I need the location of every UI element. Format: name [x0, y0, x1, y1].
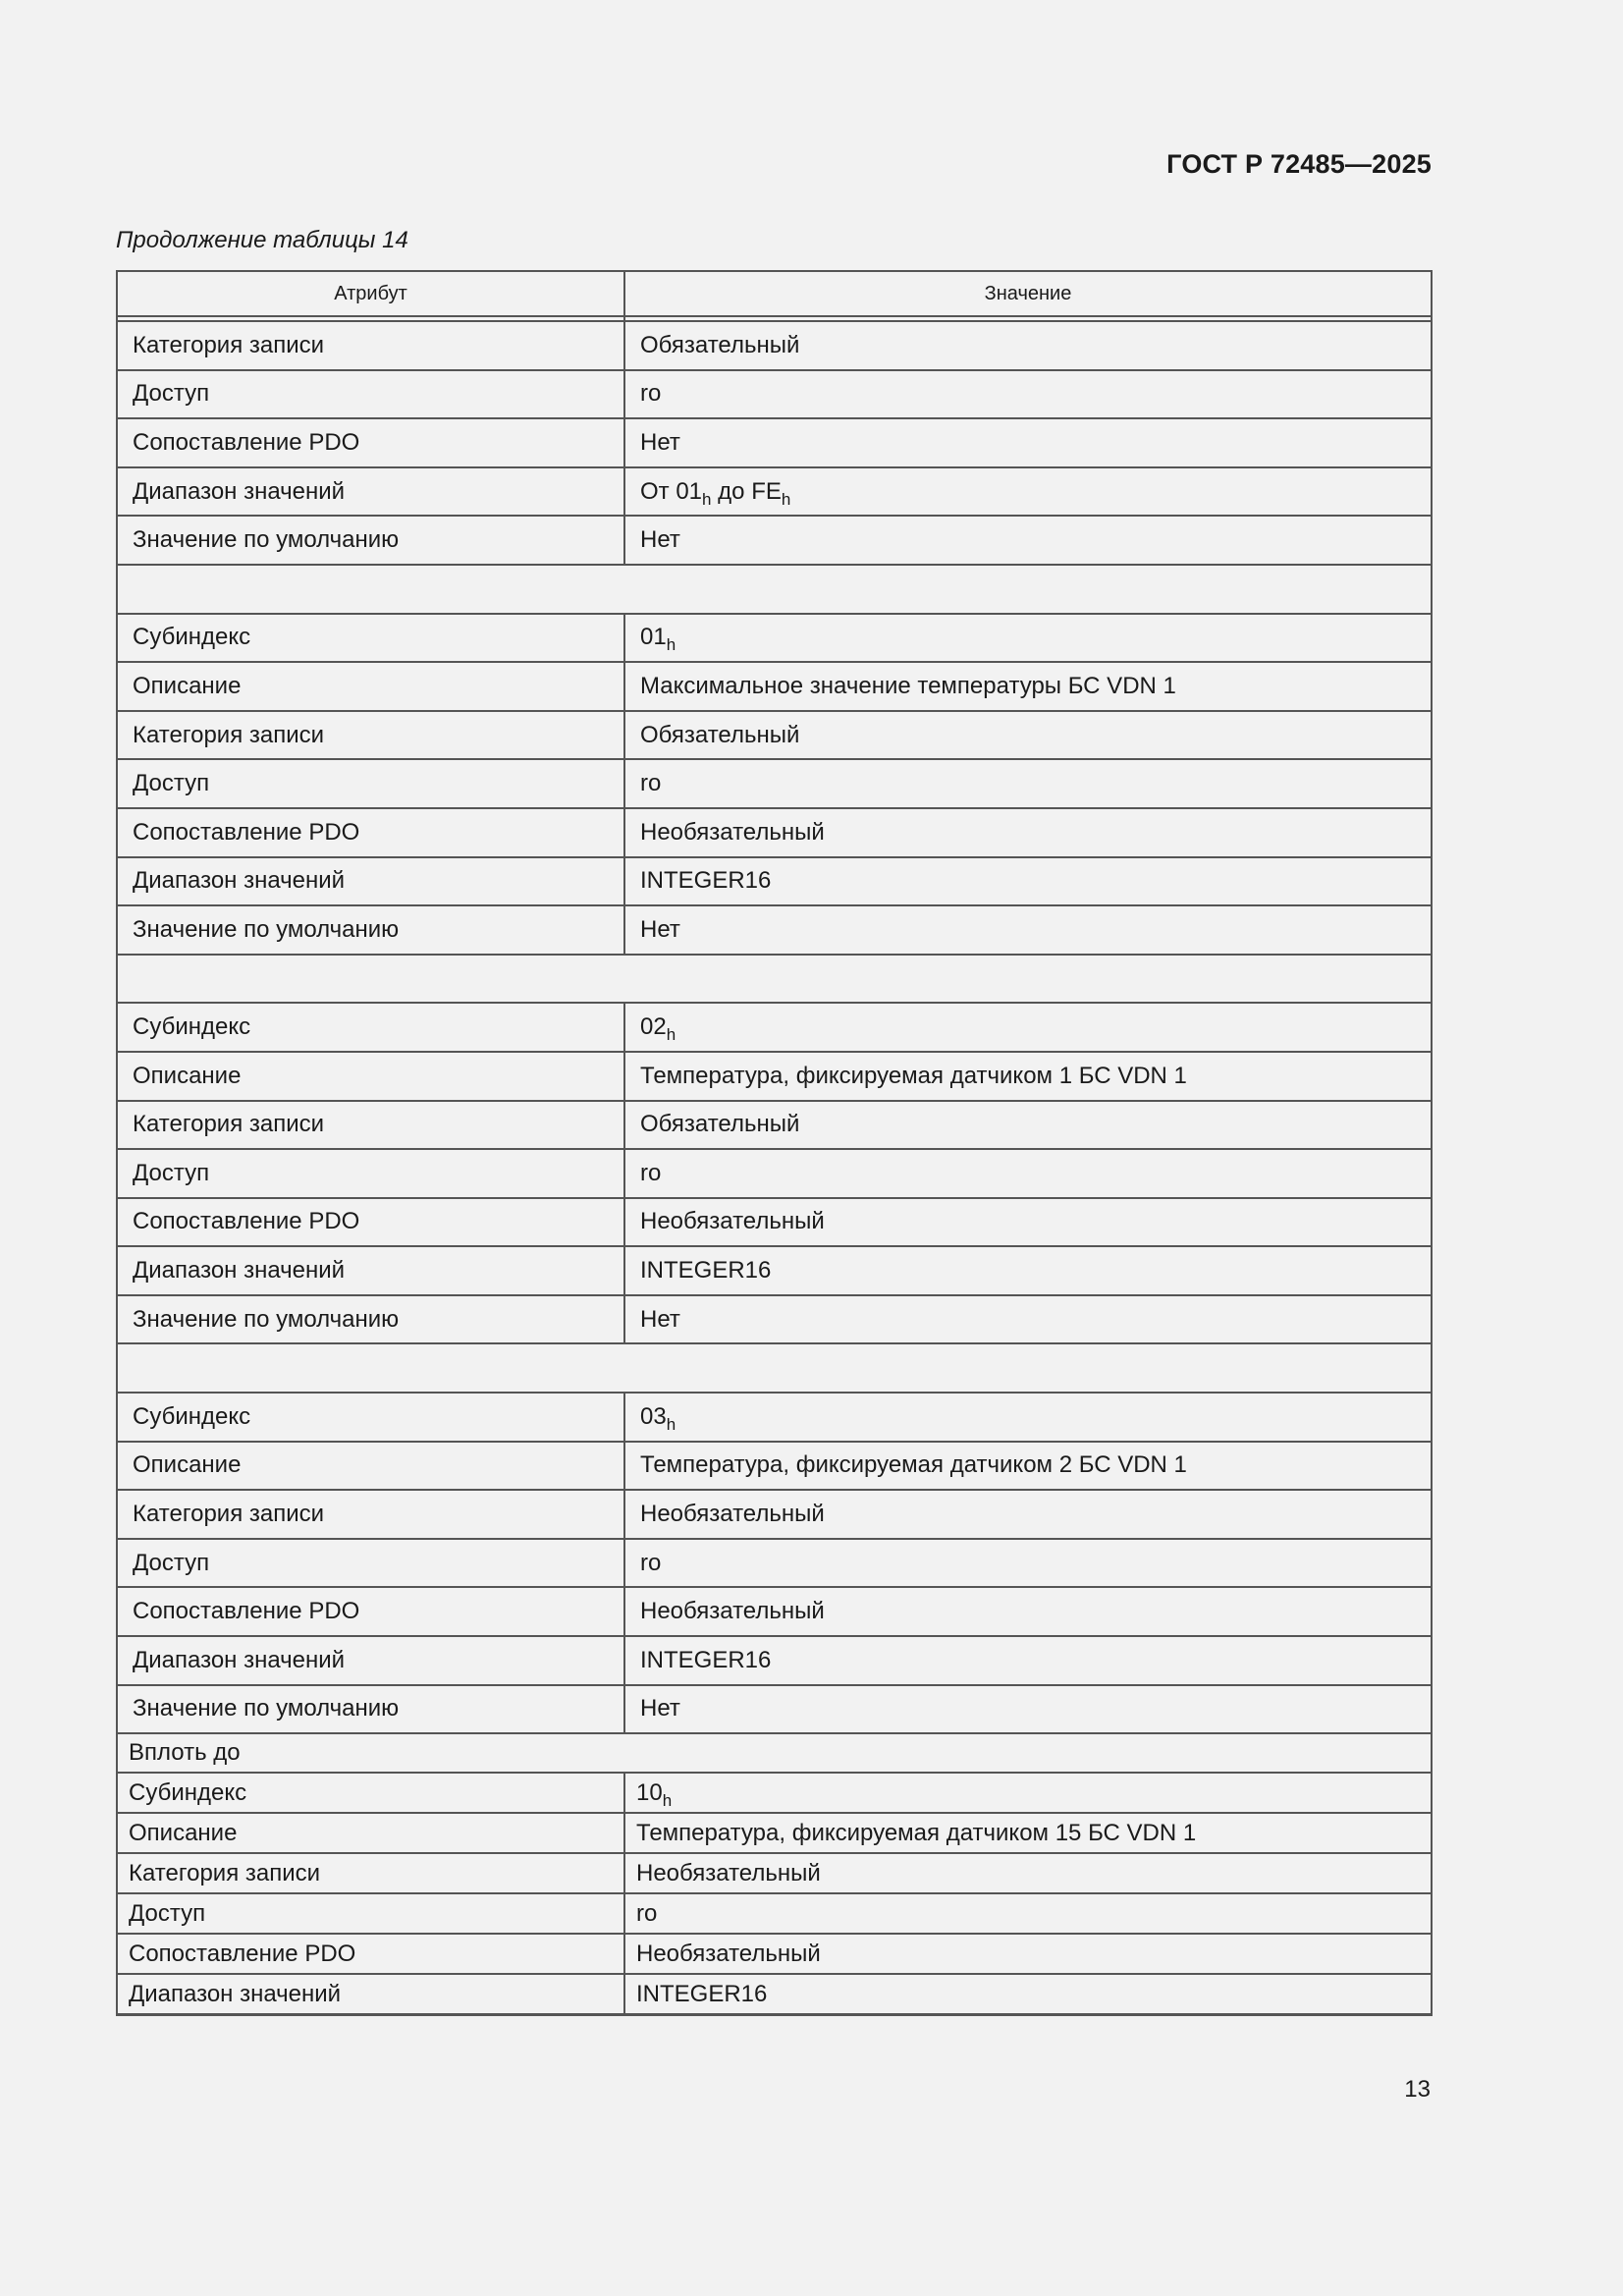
- table-row: [118, 1491, 1431, 1540]
- value-cell: [625, 1150, 1431, 1199]
- value-text: Необязательный: [636, 1940, 821, 1967]
- table-row: [118, 371, 1431, 420]
- value-text: 02: [640, 1013, 667, 1041]
- attribute-cell: Категория записи: [118, 712, 625, 761]
- table-row: [118, 858, 1431, 907]
- table-row: [118, 1296, 1431, 1345]
- attribute-cell: Сопоставление PDO: [118, 1588, 625, 1637]
- attribute-cell: Диапазон значений: [118, 1247, 625, 1296]
- attribute-cell: Описание: [118, 1053, 625, 1102]
- attribute-cell: Доступ: [118, 1150, 625, 1199]
- attribute-cell: Значение по умолчанию: [118, 517, 625, 566]
- attribute-cell: Сопоставление PDO: [118, 809, 625, 858]
- value-text: Температура, фиксируемая датчиком 2 БС VDN 1: [640, 1451, 1187, 1479]
- table-row: [118, 615, 1431, 664]
- table-row: [118, 663, 1431, 712]
- value-cell: [625, 1637, 1431, 1686]
- value-cell: [625, 1854, 1431, 1894]
- value-text: ro: [636, 1899, 658, 1927]
- value-cell: [625, 712, 1431, 761]
- value-subscript: h: [666, 1025, 676, 1045]
- value-text: Необязательный: [636, 1859, 821, 1886]
- value-cell: [625, 322, 1431, 371]
- table-row: [118, 1814, 1431, 1854]
- attribute-cell: Диапазон значений: [118, 858, 625, 907]
- value-text: 10: [636, 1778, 663, 1806]
- table-row: [118, 809, 1431, 858]
- table-row: [118, 1443, 1431, 1492]
- value-text: Нет: [640, 526, 680, 554]
- value-text: Нет: [640, 428, 680, 456]
- value-text: 03: [640, 1402, 667, 1430]
- table-range-note: [118, 1734, 1431, 1774]
- separator-cell: [118, 1344, 1431, 1394]
- attribute-cell: Описание: [118, 1443, 625, 1492]
- attribute-cell: Сопоставление PDO: [118, 419, 625, 468]
- table-caption: Продолжение таблицы 14: [116, 227, 408, 253]
- value-text: От 01: [640, 477, 703, 505]
- document-code: ГОСТ Р 72485—2025: [1166, 149, 1432, 179]
- table-row: [118, 1935, 1431, 1975]
- column-header-attribute: Атрибут: [118, 272, 625, 317]
- attribute-cell: Значение по умолчанию: [118, 906, 625, 956]
- value-cell: [625, 371, 1431, 420]
- attribute-cell: Категория записи: [118, 1491, 625, 1540]
- value-cell: [625, 1247, 1431, 1296]
- value-cell: [625, 468, 1431, 518]
- value-cell: [625, 1894, 1431, 1935]
- attribute-cell: Диапазон значений: [118, 1637, 625, 1686]
- value-text: Обязательный: [640, 721, 800, 748]
- value-cell: [625, 1296, 1431, 1345]
- value-text: ro: [640, 770, 662, 797]
- table-body: [118, 322, 1431, 2015]
- value-cell: [625, 1004, 1431, 1053]
- value-cell: [625, 419, 1431, 468]
- attributes-table: [116, 270, 1433, 2016]
- attribute-cell: Сопоставление PDO: [118, 1935, 625, 1975]
- attribute-cell: Субиндекс: [118, 1774, 625, 1814]
- value-cell: [625, 1774, 1431, 1814]
- attribute-cell: Доступ: [118, 371, 625, 420]
- value-subscript: h: [662, 1790, 673, 1810]
- value-subscript: h: [702, 489, 712, 509]
- value-cell: [625, 663, 1431, 712]
- value-text: INTEGER16: [640, 1646, 772, 1673]
- value-text: Нет: [640, 915, 680, 943]
- attribute-cell: Описание: [118, 663, 625, 712]
- table-row: [118, 1247, 1431, 1296]
- value-text: INTEGER16: [636, 1980, 768, 2007]
- value-text: Нет: [640, 1305, 680, 1333]
- table-row: [118, 1686, 1431, 1735]
- value-text: Необязательный: [640, 818, 825, 846]
- value-text: Нет: [640, 1695, 680, 1722]
- table-row: [118, 1588, 1431, 1637]
- table-row: [118, 760, 1431, 809]
- table-row: [118, 1774, 1431, 1814]
- table-row: [118, 1975, 1431, 2015]
- table-group-separator: [118, 956, 1431, 1005]
- value-cell: [625, 1935, 1431, 1975]
- table-header-row: [118, 272, 1431, 317]
- attribute-cell: Значение по умолчанию: [118, 1686, 625, 1735]
- value-text: Необязательный: [640, 1501, 825, 1528]
- attribute-cell: Сопоставление PDO: [118, 1199, 625, 1248]
- value-text: Обязательный: [640, 331, 800, 358]
- value-cell: [625, 517, 1431, 566]
- attribute-cell: Субиндекс: [118, 615, 625, 664]
- table-row: [118, 322, 1431, 371]
- table-row: [118, 1150, 1431, 1199]
- table-row: [118, 1894, 1431, 1935]
- value-cell: [625, 1588, 1431, 1637]
- table-row: [118, 1540, 1431, 1589]
- value-cell: [625, 858, 1431, 907]
- page-number: 13: [1404, 2076, 1431, 2103]
- value-text: Необязательный: [640, 1208, 825, 1235]
- column-header-value: Значение: [625, 272, 1431, 317]
- table-group-separator: [118, 1344, 1431, 1394]
- value-text: Температура, фиксируемая датчиком 15 БС VDN 1: [636, 1819, 1197, 1846]
- table-row: [118, 1637, 1431, 1686]
- attribute-cell: Доступ: [118, 1894, 625, 1935]
- table-group-separator: [118, 566, 1431, 615]
- value-cell: [625, 760, 1431, 809]
- attribute-cell: Значение по умолчанию: [118, 1296, 625, 1345]
- attribute-cell: Субиндекс: [118, 1394, 625, 1443]
- table-row: [118, 712, 1431, 761]
- value-cell: [625, 1394, 1431, 1443]
- attribute-cell: Диапазон значений: [118, 1975, 625, 2015]
- attribute-cell: Субиндекс: [118, 1004, 625, 1053]
- value-text: Максимальное значение температуры БС VDN 1: [640, 672, 1176, 699]
- table-row: [118, 419, 1431, 468]
- value-text: 01: [640, 624, 667, 651]
- value-cell: [625, 906, 1431, 956]
- table-row: [118, 1199, 1431, 1248]
- attribute-cell: Категория записи: [118, 1102, 625, 1151]
- value-text: Необязательный: [640, 1598, 825, 1625]
- separator-cell: [118, 566, 1431, 615]
- table-row: [118, 1004, 1431, 1053]
- value-subscript: h: [666, 1414, 676, 1434]
- value-text-continued: до FE: [711, 477, 782, 505]
- table-row: [118, 468, 1431, 518]
- attribute-cell: Доступ: [118, 760, 625, 809]
- separator-cell: [118, 956, 1431, 1005]
- attribute-cell: Диапазон значений: [118, 468, 625, 518]
- value-cell: [625, 1814, 1431, 1854]
- value-cell: [625, 615, 1431, 664]
- value-text: ro: [640, 1549, 662, 1576]
- range-note-cell: Вплоть до: [118, 1734, 1431, 1774]
- table-row: [118, 1854, 1431, 1894]
- attribute-cell: Категория записи: [118, 322, 625, 371]
- table-row: [118, 1102, 1431, 1151]
- value-text: INTEGER16: [640, 867, 772, 895]
- value-cell: [625, 1102, 1431, 1151]
- value-text: Температура, фиксируемая датчиком 1 БС VDN 1: [640, 1062, 1187, 1089]
- value-subscript: h: [666, 635, 676, 655]
- value-cell: [625, 1491, 1431, 1540]
- value-cell: [625, 1199, 1431, 1248]
- value-cell: [625, 1686, 1431, 1735]
- value-text: ro: [640, 380, 662, 408]
- table-row: [118, 906, 1431, 956]
- attribute-cell: Категория записи: [118, 1854, 625, 1894]
- value-subscript: h: [781, 489, 791, 509]
- attribute-cell: Доступ: [118, 1540, 625, 1589]
- value-cell: [625, 1443, 1431, 1492]
- value-text: INTEGER16: [640, 1257, 772, 1285]
- value-cell: [625, 809, 1431, 858]
- attribute-cell: Описание: [118, 1814, 625, 1854]
- value-cell: [625, 1540, 1431, 1589]
- value-cell: [625, 1053, 1431, 1102]
- table-row: [118, 517, 1431, 566]
- table-row: [118, 1394, 1431, 1443]
- value-text: Обязательный: [640, 1111, 800, 1138]
- value-text: ro: [640, 1159, 662, 1186]
- table-row: [118, 1053, 1431, 1102]
- value-cell: [625, 1975, 1431, 2015]
